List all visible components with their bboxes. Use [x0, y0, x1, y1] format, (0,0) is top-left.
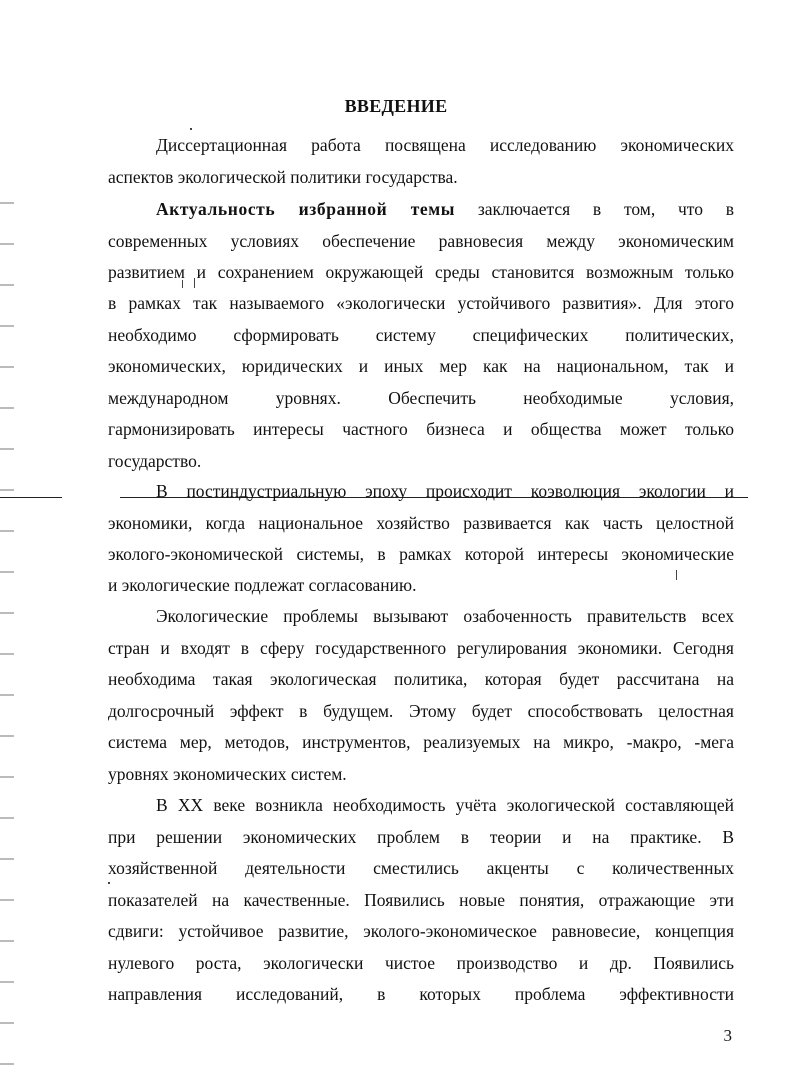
- text-line: стран и входят в сферу государственного регулирования экономики. Сегодня: [108, 638, 734, 658]
- text-line: Диссертационная работа посвящена исследованию экономических: [156, 135, 734, 155]
- text-line: В постиндустриальную эпоху происходит коэволюция экологии и: [156, 481, 734, 501]
- text-line: экономических, юридических и иных мер как на национальном, так и: [108, 356, 734, 376]
- scan-speck: [190, 128, 192, 130]
- scan-speck: [108, 882, 110, 884]
- text-line: необходима такая экологическая политика, которая будет рассчитана на: [108, 669, 734, 689]
- page-number: 3: [723, 1026, 732, 1045]
- text-line: экономики, когда национальное хозяйство развивается как часть целостной: [108, 513, 734, 533]
- text-line: международном уровнях. Обеспечить необходимые условия,: [108, 388, 734, 408]
- text-line: В XX веке возникла необходимость учёта экологической составляющей: [156, 795, 734, 815]
- text-line: долгосрочный эффект в будущем. Этому будет способствовать целостная: [108, 701, 734, 721]
- text-line: нулевого роста, экологически чистое производство и др. Появились: [108, 953, 734, 973]
- text-line: аспектов экологической политики государства.: [108, 167, 458, 187]
- scan-underline: [0, 497, 62, 498]
- text-line: в рамках так называемого «экологически устойчивого развития». Для этого: [108, 293, 734, 313]
- text-line-with-lead: [156, 198, 734, 220]
- text-line: современных условиях обеспечение равновесия между экономическим: [108, 231, 734, 251]
- text-line: эколого-экономической системы, в рамках которой интересы экономические: [108, 544, 734, 564]
- text-line: система мер, методов, инструментов, реализуемых на микро, -макро, -мега: [108, 732, 734, 752]
- text-line: гармонизировать интересы частного бизнеса и общества может только: [108, 419, 734, 439]
- text-line: необходимо сформировать систему специфических политических,: [108, 325, 734, 345]
- text-line: Экологические проблемы вызывают озабоченность правительств всех: [156, 606, 734, 626]
- page-title: ВВЕДЕНИЕ: [344, 96, 448, 116]
- text-line: при решении экономических проблем в теории и на практике. В: [108, 827, 734, 847]
- bold-lead: Актуальность избранной темы: [156, 199, 456, 219]
- text-line: и экологические подлежат согласованию.: [108, 575, 417, 595]
- text-line: уровнях экономических систем.: [108, 764, 347, 784]
- text-line: направления исследований, в которых проблема эффективности: [108, 984, 734, 1004]
- text-line: хозяйственной деятельности сместились акценты с количественных: [108, 858, 734, 878]
- scan-margin-noise: [0, 180, 14, 1080]
- text-line-rest: заключается в том, что в: [477, 199, 734, 219]
- text-line: сдвиги: устойчивое развитие, эколого-экономическое равновесие, концепция: [108, 921, 734, 941]
- text-line: развитием и сохранением окружающей среды становится возможным только: [108, 262, 734, 282]
- text-line: государство.: [108, 451, 202, 471]
- text-line: показателей на качественные. Появились новые понятия, отражающие эти: [108, 890, 734, 910]
